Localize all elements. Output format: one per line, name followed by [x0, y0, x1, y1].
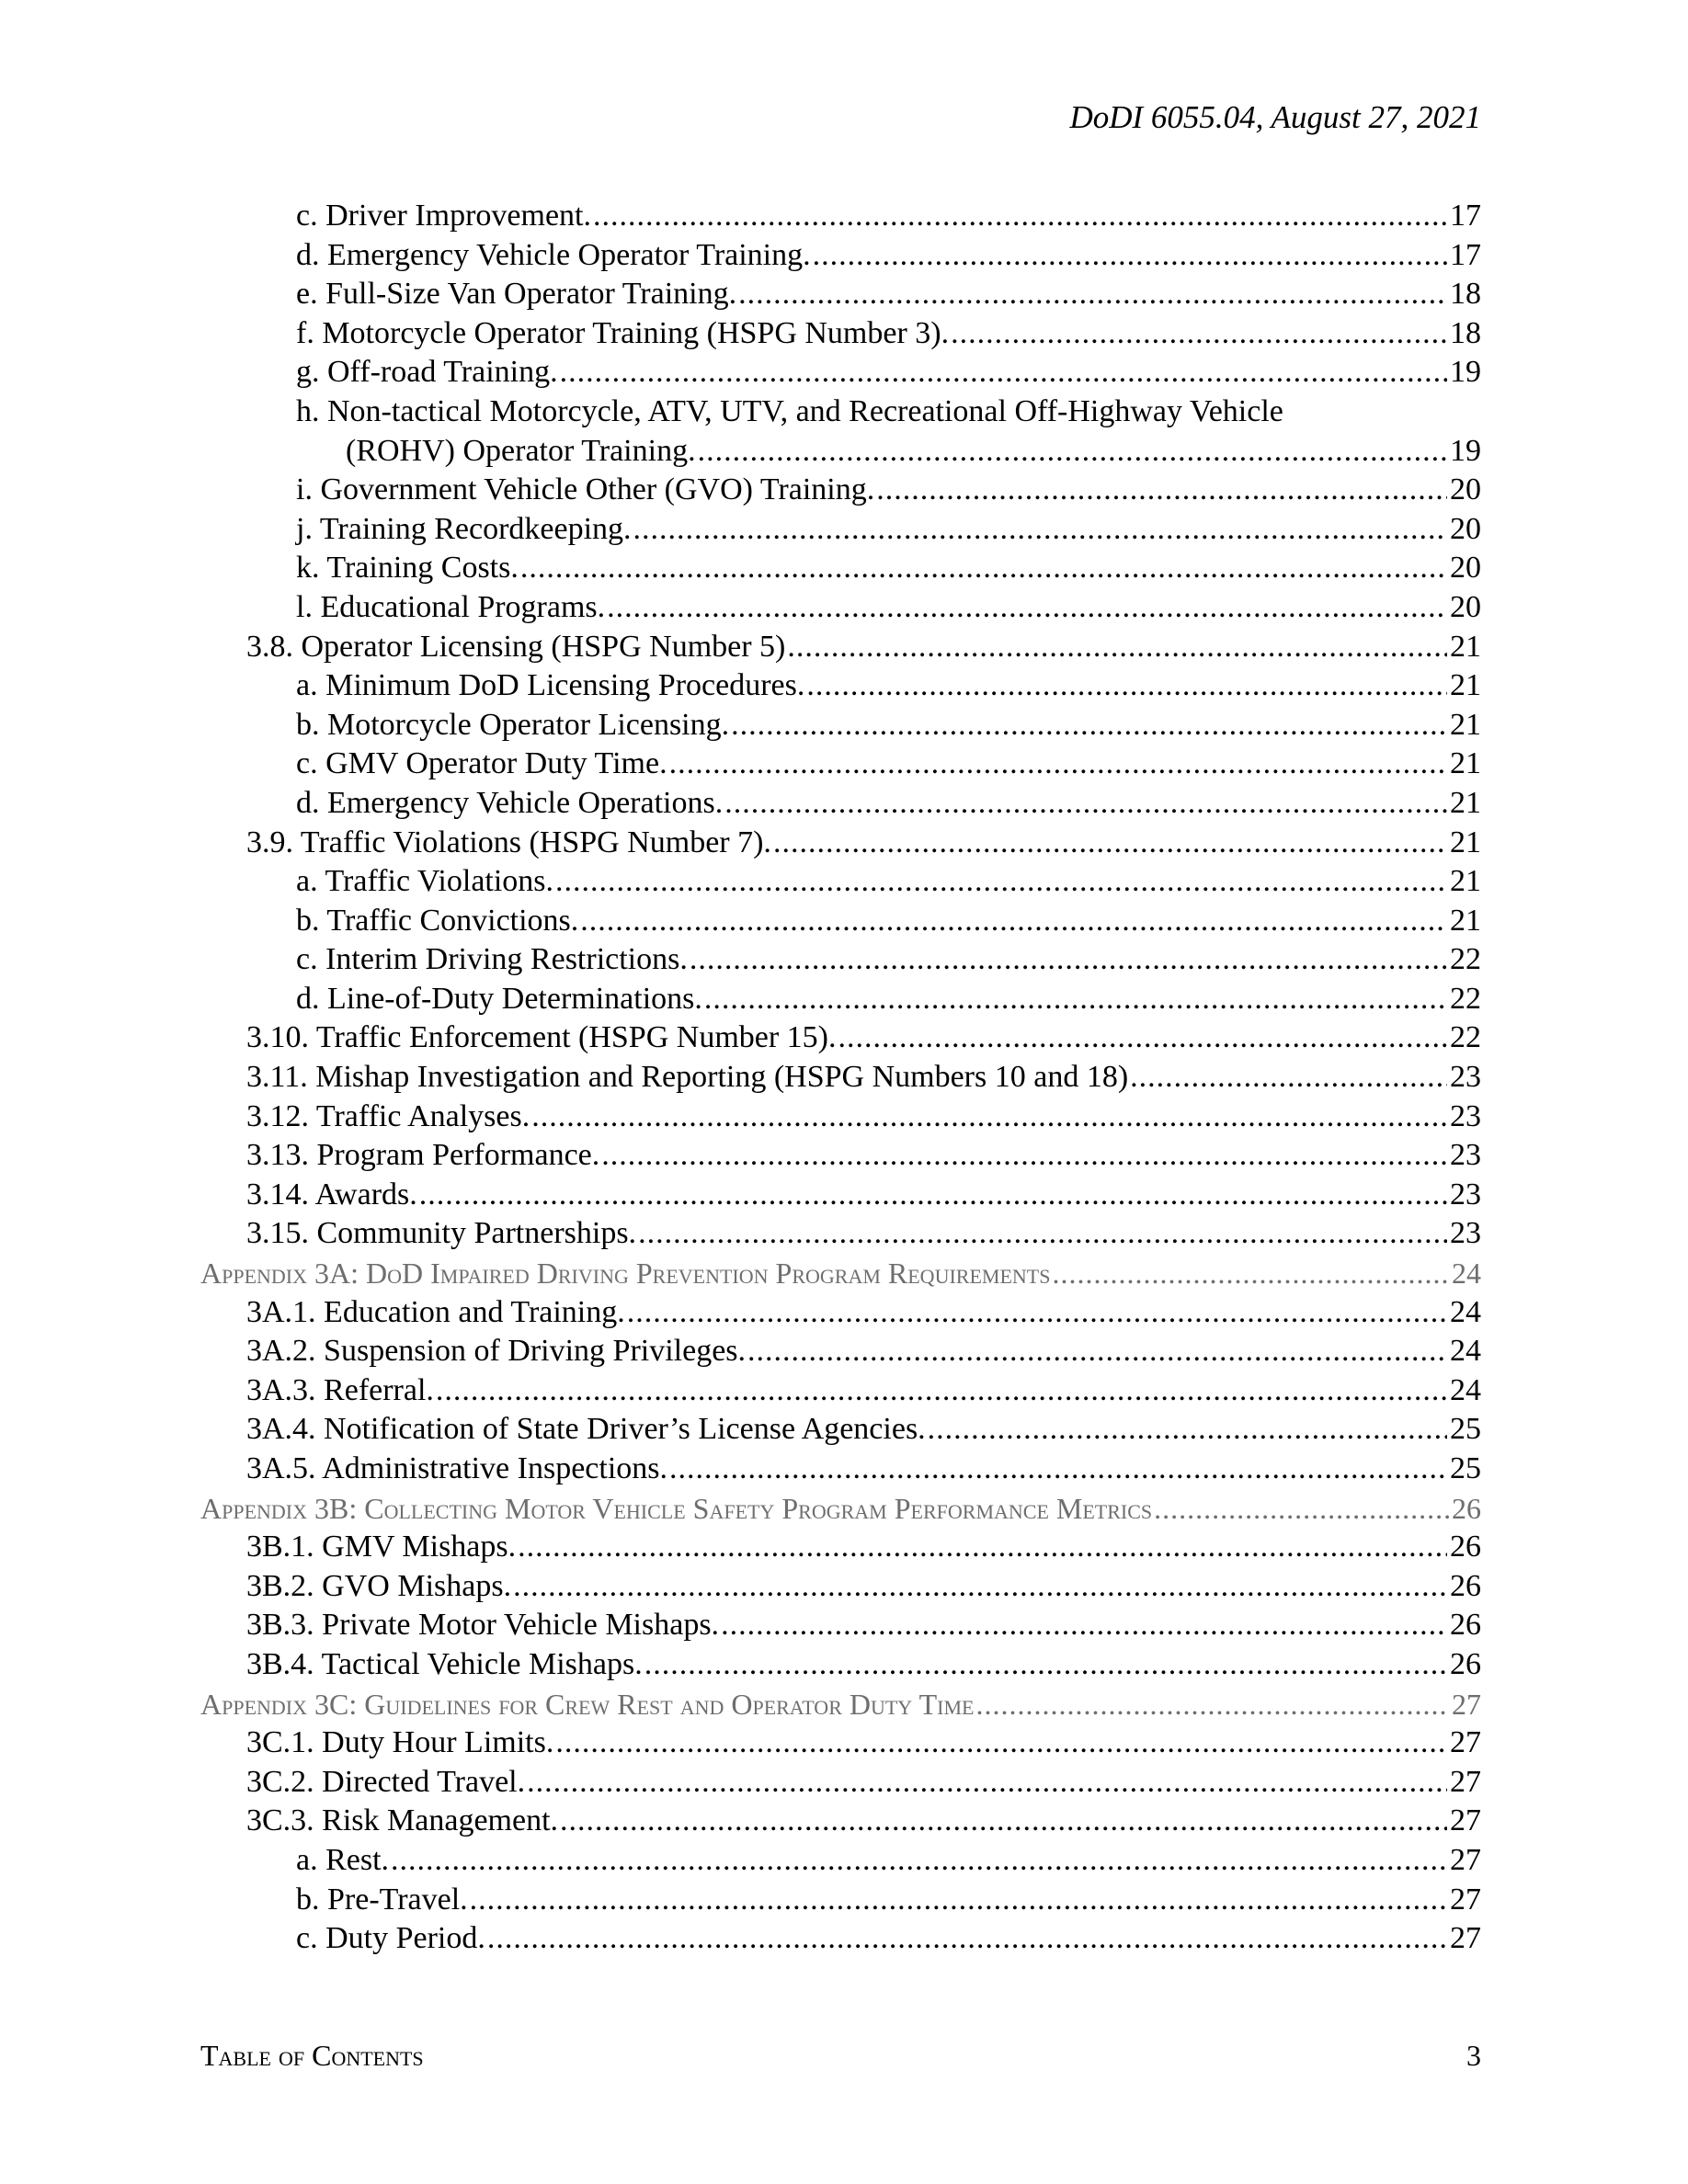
- toc-entry-label: c. Driver Improvement.: [296, 199, 591, 233]
- toc-entry-page: 17: [1450, 199, 1481, 233]
- toc-entry-label: a. Traffic Violations.: [296, 864, 554, 899]
- toc-entry-page: 18: [1450, 315, 1481, 350]
- toc-entry-label: g. Off-road Training.: [296, 355, 558, 390]
- document-title: DoDI 6055.04, August 27, 2021: [1069, 99, 1481, 135]
- toc-entry-label: l. Educational Programs.: [296, 589, 606, 624]
- dot-leader: [580, 902, 1447, 941]
- toc-entry-label: c. Interim Driving Restrictions.: [296, 942, 688, 977]
- toc-appendix-entry[interactable]: [200, 1685, 1481, 1724]
- dot-leader: [1052, 1254, 1449, 1293]
- toc-entry-page: 21: [1450, 629, 1481, 664]
- toc-entry-page: 26: [1450, 1568, 1481, 1603]
- toc-entry[interactable]: [200, 1567, 1481, 1607]
- toc-entry-label: 3.13. Program Performance.: [246, 1138, 600, 1173]
- toc-entry[interactable]: [200, 1528, 1481, 1567]
- toc-entry-page: 27: [1450, 1764, 1481, 1799]
- toc-entry-label: Appendix 3C: Guidelines for Crew Rest and Operator Duty Time: [200, 1687, 975, 1721]
- dot-leader: [633, 510, 1447, 550]
- toc-entry-page: 21: [1450, 707, 1481, 742]
- toc-entry[interactable]: [200, 1881, 1481, 1920]
- toc-entry-label: Appendix 3B: Collecting Motor Vehicle Safety Program Performance Metrics: [200, 1491, 1153, 1525]
- dot-leader: [520, 549, 1447, 588]
- toc-entry-page: 20: [1450, 551, 1481, 586]
- dot-leader: [1130, 1058, 1447, 1098]
- toc-entry[interactable]: [200, 1450, 1481, 1489]
- toc-entry-label: h. Non-tactical Motorcycle, ATV, UTV, and Recreational Off-Highway Vehicle: [296, 393, 1283, 428]
- toc-entry-label: 3.9. Traffic Violations (HSPG Number 7).: [246, 825, 771, 859]
- toc-entry[interactable]: [200, 784, 1481, 824]
- toc-entry-label: Appendix 3A: DoD Impaired Driving Prevention Program Requirements: [200, 1257, 1051, 1291]
- toc-entry-label: a. Minimum DoD Licensing Procedures.: [296, 668, 805, 703]
- dot-leader: [731, 706, 1447, 745]
- dot-leader: [419, 1176, 1447, 1215]
- toc-entry-page: 27: [1450, 1725, 1481, 1760]
- dot-leader: [738, 275, 1447, 314]
- toc-entry[interactable]: [200, 862, 1481, 902]
- dot-leader: [669, 745, 1447, 784]
- toc-entry-label: 3C.2. Directed Travel.: [246, 1764, 526, 1799]
- toc-entry[interactable]: [200, 628, 1481, 667]
- toc-entry-label: d. Emergency Vehicle Operator Training.: [296, 237, 811, 272]
- toc-entry-page: 22: [1450, 1020, 1481, 1055]
- dot-leader: [838, 1018, 1447, 1058]
- toc-entry-page: 22: [1450, 942, 1481, 977]
- toc-entry-label: 3C.3. Risk Management.: [246, 1803, 559, 1838]
- toc-entry[interactable]: [200, 1802, 1481, 1841]
- toc-entry-page: 17: [1450, 237, 1481, 272]
- toc-entry-page: 23: [1450, 1216, 1481, 1251]
- toc-entry-label: 3B.2. GVO Mishaps.: [246, 1568, 512, 1603]
- toc-entry-page: 24: [1450, 1372, 1481, 1407]
- dot-leader: [698, 432, 1447, 472]
- toc-entry-label: d. Emergency Vehicle Operations.: [296, 785, 724, 820]
- toc-entry-label: 3C.1. Duty Hour Limits.: [246, 1725, 554, 1760]
- dot-leader: [644, 1645, 1447, 1685]
- dot-leader: [669, 1450, 1447, 1489]
- toc-entry-page: 23: [1450, 1138, 1481, 1173]
- toc-entry-page: 23: [1450, 1098, 1481, 1133]
- toc-entry[interactable]: [200, 1723, 1481, 1763]
- toc-entry-page: 25: [1450, 1412, 1481, 1447]
- toc-entry[interactable]: [200, 706, 1481, 745]
- toc-entry-page: 27: [1450, 1842, 1481, 1877]
- toc-entry-page: 23: [1450, 1060, 1481, 1095]
- toc-entry-label: k. Training Costs.: [296, 551, 519, 586]
- running-header: [1069, 99, 1481, 136]
- toc-entry-label: 3.10. Traffic Enforcement (HSPG Number 15).: [246, 1020, 837, 1055]
- toc-entry-page: 26: [1450, 1646, 1481, 1681]
- toc-entry-label: c. Duty Period.: [296, 1921, 485, 1956]
- toc-entry-page: 25: [1450, 1451, 1481, 1485]
- toc-entry-label: 3B.1. GMV Mishaps.: [246, 1530, 517, 1564]
- dot-leader: [555, 1723, 1447, 1763]
- toc-entry-page: 19: [1450, 433, 1481, 468]
- toc-entry[interactable]: [200, 824, 1481, 863]
- toc-entry[interactable]: [200, 1136, 1481, 1176]
- dot-leader: [721, 1606, 1447, 1645]
- toc-entry-label: j. Training Recordkeeping.: [296, 511, 632, 546]
- toc-entry-page: 21: [1450, 864, 1481, 899]
- dot-leader: [704, 980, 1447, 1019]
- toc-entry-label: 3.14. Awards.: [246, 1177, 417, 1211]
- toc-entry[interactable]: [200, 1098, 1481, 1137]
- toc-entry-page: 24: [1450, 1334, 1481, 1369]
- toc-entry-page: 18: [1450, 277, 1481, 312]
- toc-entry[interactable]: [200, 940, 1481, 980]
- dot-leader: [560, 353, 1447, 392]
- dot-leader: [555, 862, 1447, 902]
- page-number: 3: [1466, 2039, 1481, 2072]
- toc-entry[interactable]: [200, 314, 1481, 354]
- toc-entry-label: b. Motorcycle Operator Licensing.: [296, 707, 730, 742]
- toc-entry-label: 3A.1. Education and Training.: [246, 1294, 625, 1329]
- toc-entry-label: 3A.2. Suspension of Driving Privileges.: [246, 1334, 747, 1369]
- toc-entry[interactable]: [200, 745, 1481, 784]
- toc-entry-page: 27: [1450, 1803, 1481, 1838]
- page-footer: [200, 2039, 1481, 2073]
- dot-leader: [747, 1332, 1447, 1371]
- toc-entry[interactable]: [200, 236, 1481, 276]
- toc-entry[interactable]: [200, 902, 1481, 941]
- toc-entry-label: 3B.4. Tactical Vehicle Mishaps.: [246, 1646, 643, 1681]
- toc-entry-page: 23: [1450, 1177, 1481, 1211]
- dot-leader: [487, 1919, 1447, 1959]
- toc-entry[interactable]: [200, 392, 1481, 432]
- toc-entry[interactable]: [200, 353, 1481, 392]
- toc-entry[interactable]: [200, 432, 1481, 472]
- toc-entry-page: 27: [1450, 1882, 1481, 1917]
- toc-entry[interactable]: [200, 1058, 1481, 1098]
- toc-entry[interactable]: [200, 1214, 1481, 1254]
- toc-entry-label: b. Traffic Convictions.: [296, 903, 579, 938]
- toc-entry[interactable]: [200, 1763, 1481, 1803]
- dot-leader: [601, 1136, 1447, 1176]
- toc-entry[interactable]: [200, 1645, 1481, 1685]
- toc-entry[interactable]: [200, 1176, 1481, 1215]
- toc-entry-label: b. Pre-Travel.: [296, 1882, 468, 1917]
- toc-entry[interactable]: [200, 197, 1481, 236]
- toc-entry[interactable]: [200, 588, 1481, 628]
- toc-entry-label: a. Rest.: [296, 1842, 390, 1877]
- footer-title: Table of Contents: [200, 2039, 424, 2072]
- toc-entry-page: 26: [1450, 1530, 1481, 1564]
- toc-entry[interactable]: [200, 510, 1481, 550]
- toc-entry[interactable]: [200, 471, 1481, 510]
- dot-leader: [593, 197, 1447, 236]
- toc-entry-label: 3B.3. Private Motor Vehicle Mishaps.: [246, 1608, 720, 1643]
- dot-leader: [627, 1293, 1447, 1333]
- toc-entry[interactable]: [200, 549, 1481, 588]
- dot-leader: [813, 236, 1447, 276]
- toc-entry-label: i. Government Vehicle Other (GVO) Training.: [296, 472, 875, 507]
- toc-entry-page: 27: [1450, 1921, 1481, 1956]
- toc-entry[interactable]: [200, 1018, 1481, 1058]
- dot-leader: [773, 824, 1447, 863]
- toc-entry-page: 21: [1450, 785, 1481, 820]
- dot-leader: [806, 666, 1447, 706]
- toc-entry-page: 21: [1450, 825, 1481, 859]
- toc-entry-label: c. GMV Operator Duty Time.: [296, 746, 667, 781]
- toc-entry-page: 20: [1450, 589, 1481, 624]
- dot-leader: [638, 1214, 1447, 1254]
- dot-leader: [560, 1802, 1447, 1841]
- toc-entry[interactable]: [200, 1919, 1481, 1959]
- toc-entry-label: d. Line-of-Duty Determinations.: [296, 981, 702, 1016]
- table-of-contents: [200, 197, 1481, 1959]
- toc-entry[interactable]: [200, 1841, 1481, 1881]
- toc-entry-page: 21: [1450, 668, 1481, 703]
- dot-leader: [607, 588, 1447, 628]
- toc-entry-label: 3A.4. Notification of State Driver’s License Agencies.: [246, 1412, 926, 1447]
- toc-entry[interactable]: [200, 1293, 1481, 1333]
- toc-entry[interactable]: [200, 1410, 1481, 1450]
- toc-entry-page: 20: [1450, 472, 1481, 507]
- dot-leader: [951, 314, 1447, 354]
- dot-leader: [531, 1098, 1447, 1137]
- toc-entry-label: 3.15. Community Partnerships.: [246, 1216, 637, 1251]
- toc-entry-page: 22: [1450, 981, 1481, 1016]
- toc-entry-label: f. Motorcycle Operator Training (HSPG Number 3).: [296, 315, 950, 350]
- toc-entry-page: 19: [1450, 355, 1481, 390]
- toc-entry[interactable]: [200, 1371, 1481, 1411]
- dot-leader: [436, 1371, 1447, 1411]
- dot-leader: [690, 940, 1447, 980]
- toc-entry-label: e. Full-Size Van Operator Training.: [296, 277, 737, 312]
- toc-entry-page: 24: [1452, 1257, 1481, 1291]
- toc-entry-label: 3A.3. Referral.: [246, 1372, 434, 1407]
- dot-leader: [1154, 1489, 1449, 1529]
- dot-leader: [928, 1410, 1447, 1450]
- toc-entry-label: 3A.5. Administrative Inspections.: [246, 1451, 668, 1485]
- toc-entry-label: 3.11. Mishap Investigation and Reporting (HSPG Numbers 10 and 18): [246, 1060, 1129, 1095]
- toc-entry[interactable]: [200, 666, 1481, 706]
- dot-leader: [391, 1841, 1447, 1881]
- toc-entry[interactable]: [200, 980, 1481, 1019]
- dot-leader: [787, 628, 1447, 667]
- toc-appendix-entry[interactable]: [200, 1489, 1481, 1529]
- toc-entry-page: 26: [1452, 1491, 1481, 1525]
- toc-appendix-entry[interactable]: [200, 1254, 1481, 1293]
- dot-leader: [975, 1685, 1449, 1724]
- dot-leader: [876, 471, 1447, 510]
- toc-entry-page: 27: [1452, 1687, 1481, 1721]
- dot-leader: [527, 1763, 1447, 1803]
- toc-entry[interactable]: [200, 1332, 1481, 1371]
- dot-leader: [518, 1528, 1447, 1567]
- toc-entry-page: 21: [1450, 746, 1481, 781]
- toc-entry-page: 21: [1450, 903, 1481, 938]
- dot-leader: [724, 784, 1447, 824]
- toc-entry-label: (ROHV) Operator Training.: [346, 433, 696, 468]
- dot-leader: [470, 1881, 1447, 1920]
- toc-entry-label: 3.12. Traffic Analyses.: [246, 1098, 530, 1133]
- toc-entry-page: 20: [1450, 511, 1481, 546]
- toc-entry-label: 3.8. Operator Licensing (HSPG Number 5): [246, 629, 786, 664]
- toc-entry[interactable]: [200, 275, 1481, 314]
- dot-leader: [513, 1567, 1447, 1607]
- toc-entry[interactable]: [200, 1606, 1481, 1645]
- toc-entry-page: 24: [1450, 1294, 1481, 1329]
- toc-entry-page: 26: [1450, 1608, 1481, 1643]
